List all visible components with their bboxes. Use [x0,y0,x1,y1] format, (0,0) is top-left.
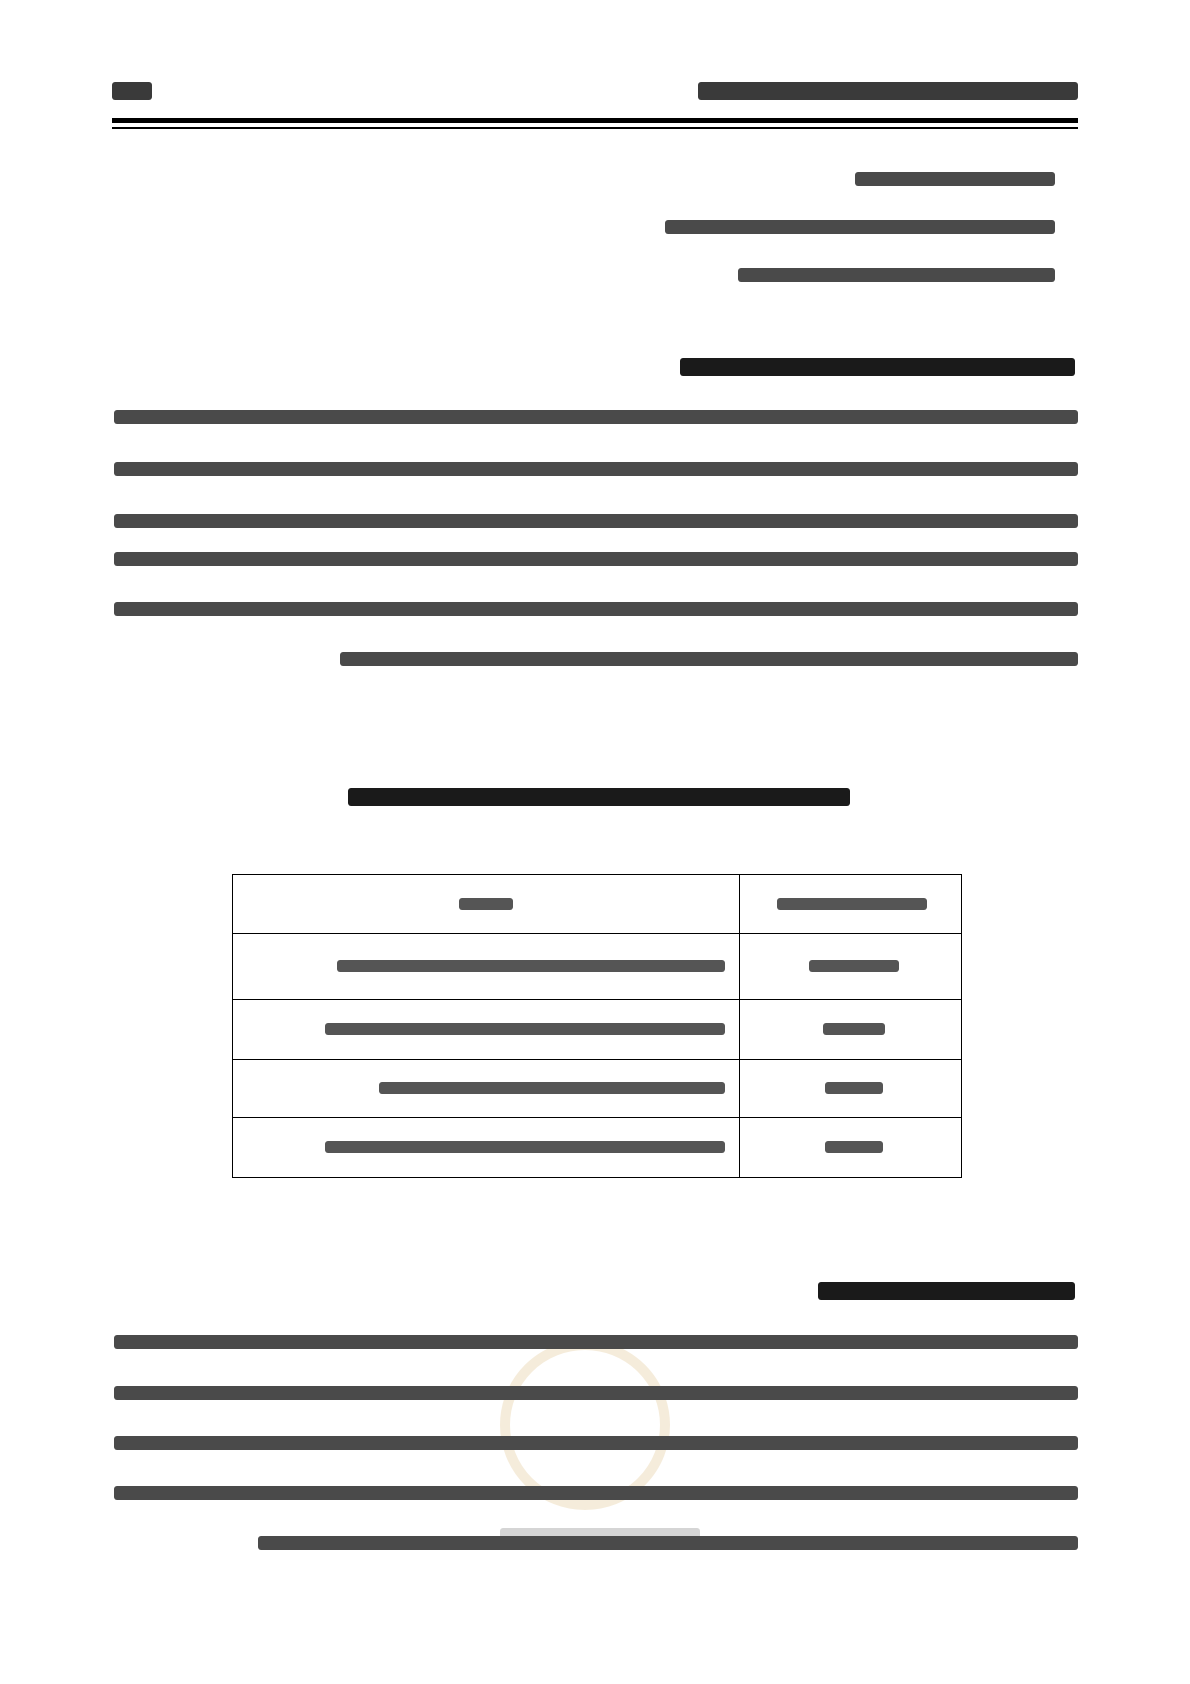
paragraph-line [114,1335,1078,1349]
row-divider [233,1059,961,1060]
table-header-cell [459,898,513,910]
paragraph-line [114,552,1078,566]
paragraph-line [114,1486,1078,1500]
section-heading [818,1282,1075,1300]
paragraph-line [114,410,1078,424]
paragraph-line [114,602,1078,616]
table-cell [325,1141,725,1153]
page-number [112,82,152,100]
table-cell [337,960,725,972]
variable-line [738,268,1055,282]
data-table [232,874,962,1178]
table-cell [825,1141,883,1153]
header-rule-thin [112,127,1078,129]
table-caption [348,788,850,806]
running-header [112,78,1078,108]
table-cell [809,960,899,972]
variable-line [855,172,1055,186]
paragraph-line [258,1536,1078,1550]
variable-line [665,220,1055,234]
row-divider [233,999,961,1000]
paragraph-line [114,1386,1078,1400]
column-divider [739,875,740,1177]
running-header-title [698,82,1078,100]
table-cell [379,1082,725,1094]
paragraph-line [340,652,1078,666]
section-heading [680,358,1075,376]
table-cell [325,1023,725,1035]
paragraph-line [114,1436,1078,1450]
paragraph-line [114,462,1078,476]
paragraph-line [114,514,1078,528]
row-divider [233,1117,961,1118]
row-divider [233,933,961,934]
watermark-seal [500,1340,670,1510]
table-cell [823,1023,885,1035]
table-cell [825,1082,883,1094]
header-rule-thick [112,118,1078,123]
table-header-cell [777,898,927,910]
